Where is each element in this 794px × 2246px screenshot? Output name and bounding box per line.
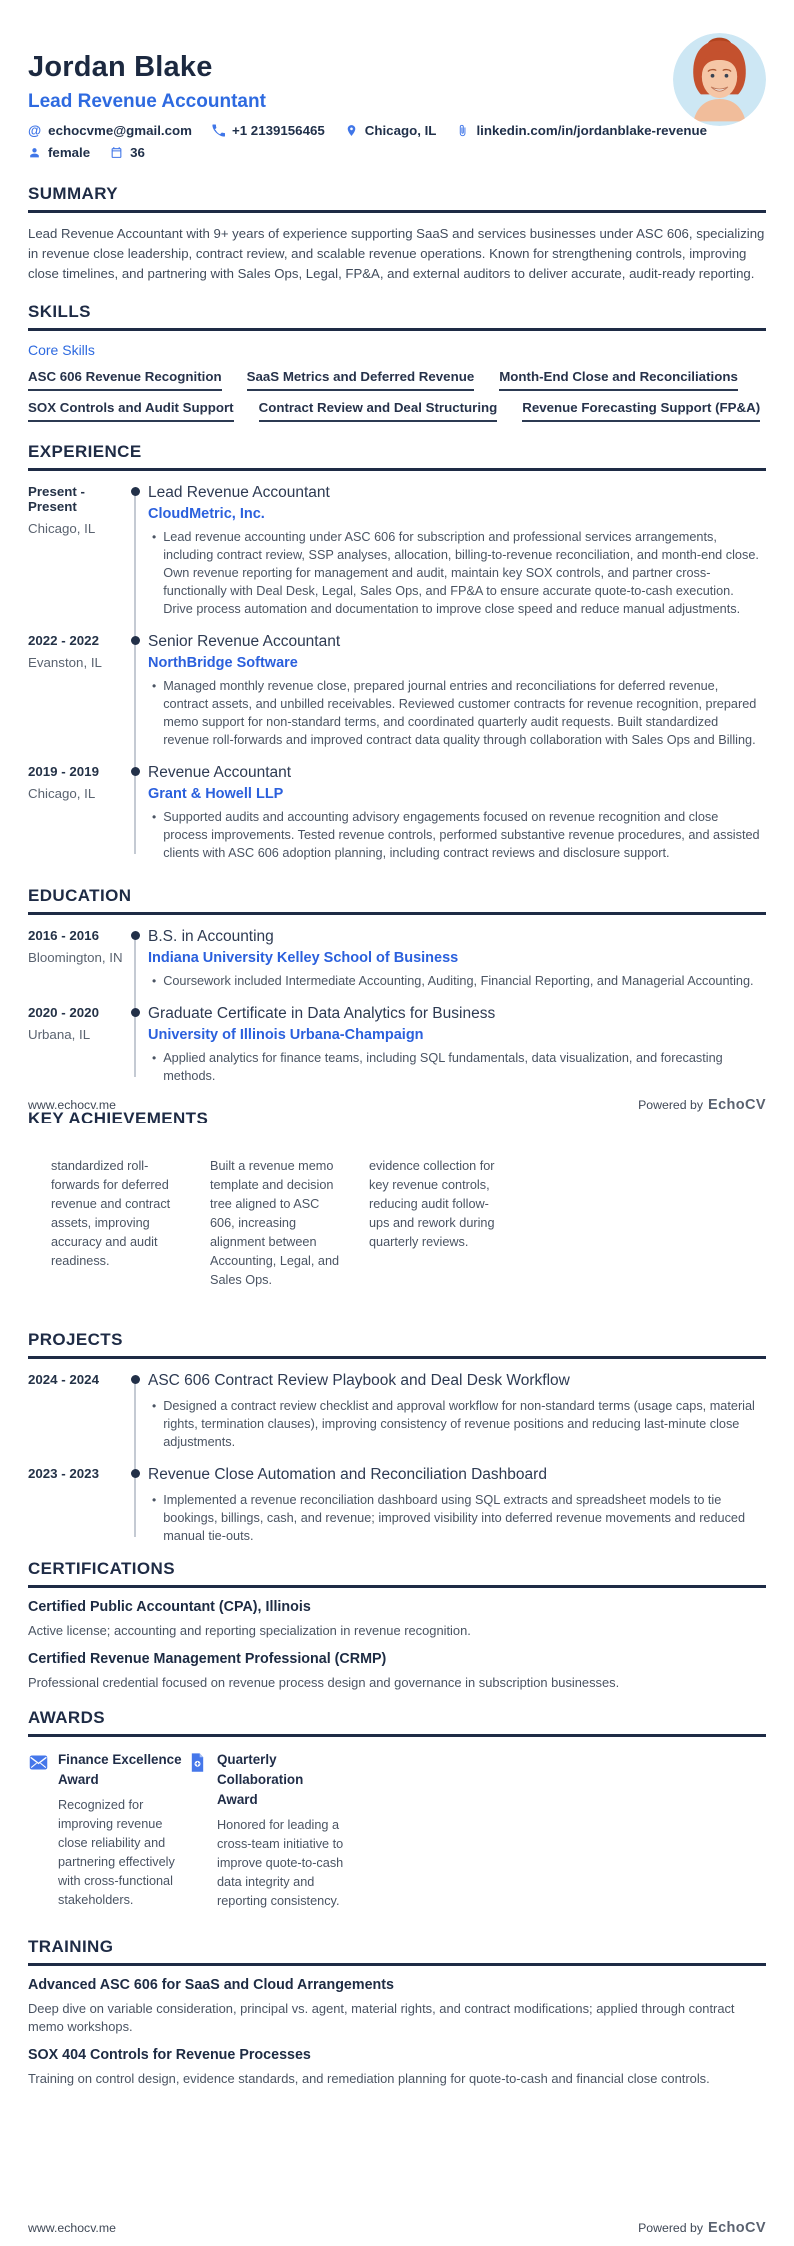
timeline-dot [131,931,140,940]
company-name: CloudMetric, Inc. [148,506,265,522]
contact-row-1 [28,123,766,138]
entry-location: Chicago, IL [28,521,96,536]
person-icon [28,146,41,159]
entry-dates: 2024 - 2024 [28,1372,99,1387]
avatar-illustration [673,33,766,126]
phone-value[interactable]: +1 2139156465 [231,123,325,138]
document-icon [187,1750,209,1911]
training-desc: Deep dive on variable consideration, principal vs. agent, material rights, and contract modifications; applied through contract memo workshops. [28,2001,735,2034]
training-title: Advanced ASC 606 for SaaS and Cloud Arrangements [28,1977,394,1993]
project-bullet: • Implemented a revenue reconciliation dashboard using SQL extracts and spreadsheet models to tie bookings, billings, cash, and revenue; improved visibility into deferred revenue movements and reduced manual tie-outs. [152,1493,746,1543]
achievements-heading: KEY ACHIEVEMENTS [28,1109,766,1123]
summary-heading: SUMMARY [28,184,766,213]
degree-title: Graduate Certificate in Data Analytics for Business [148,1005,496,1022]
contact-phone [212,123,325,138]
school-name: University of Illinois Urbana-Champaign [148,1027,424,1043]
section-experience [28,442,766,862]
candidate-title: Lead Revenue Accountant [28,91,266,112]
education-timeline [28,926,766,1085]
skill-list [28,369,766,422]
footer-powered: Powered by EchoCV [638,2220,766,2236]
footer-brand: EchoCV [708,2220,766,2236]
contact-gender [28,145,90,160]
entry-location: Bloomington, IN [28,950,123,965]
award-desc: Honored for leading a cross-team initiative to improve quote-to-cash data integrity and reporting consistency. [217,1818,344,1908]
calendar-icon [110,146,123,159]
entry-location: Chicago, IL [28,786,96,801]
education-heading: EDUCATION [28,886,766,915]
job-title: Lead Revenue Accountant [148,484,330,501]
award-item [28,1750,187,1911]
training-title: SOX 404 Controls for Revenue Processes [28,2047,311,2063]
achievement-desc-continued: evidence collection for key revenue controls, reducing audit follow-ups and rework during quarterly reviews. [369,1159,495,1249]
job-title: Senior Revenue Accountant [148,633,341,650]
training-desc: Training on control design, evidence standards, and remediation planning for quote-to-cash and financial close controls. [28,2071,710,2086]
company-name: Grant & Howell LLP [148,786,284,802]
section-summary [28,184,766,284]
skill-item: SOX Controls and Audit Support [28,400,234,422]
entry-dates: Present - Present [28,484,85,514]
timeline-dot [131,636,140,645]
entry-dates: 2019 - 2019 [28,764,99,779]
skill-item: Contract Review and Deal Structuring [259,400,498,422]
project-title: ASC 606 Contract Review Playbook and Deal Desk Workflow [148,1372,570,1389]
phone-icon [212,124,225,137]
projects-timeline [28,1370,766,1545]
certification-desc: Active license; accounting and reporting specialization in revenue recognition. [28,1623,471,1638]
certification-desc: Professional credential focused on revenue process design and governance in subscription businesses. [28,1675,620,1690]
link-icon [456,124,469,137]
skills-heading: SKILLS [28,302,766,331]
achievements-continuation [28,1157,766,1290]
certification-title: Certified Public Accountant (CPA), Illinois [28,1599,311,1615]
experience-heading: EXPERIENCE [28,442,766,471]
award-title: Quarterly Collaboration Award [217,1752,304,1807]
contact-age [110,145,145,160]
entry-location: Urbana, IL [28,1027,91,1042]
resume-page-2 [0,1123,794,2246]
footer-site-link[interactable]: www.echocv.me [28,2221,116,2235]
achievement-desc-continued: standardized roll-forwards for deferred revenue and contract assets, improving accuracy and audit readiness. [51,1159,171,1268]
timeline-dot [131,767,140,776]
section-training [28,1937,766,2088]
certification-item [28,1598,766,1640]
job-bullet: • Supported audits and accounting advisory engagements focused on revenue recognition and close process improvements. Tested revenue controls, performed substantive revenue procedures, and assisted clients with ASC 606 adoption planning, including contract reviews and disclosure support. [152,810,760,860]
experience-timeline [28,482,766,862]
footer-powered: Powered by EchoCV [638,1097,766,1113]
education-entry [28,926,766,990]
entry-location: Evanston, IL [28,655,102,670]
page-footer [28,1097,766,1113]
award-item [187,1750,346,1911]
profile-photo [673,33,766,126]
contact-row-2 [28,145,766,160]
skill-item: Revenue Forecasting Support (FP&A) [522,400,760,422]
entry-dates: 2016 - 2016 [28,928,99,943]
job-bullet: • Lead revenue accounting under ASC 606 for subscription and professional services arrangements, including contract review, SSP analyses, allocation, billing-to-revenue reconciliation, and month-end close. Own revenue reporting for management and audit, maintain key SOX controls, and partner cross-functionally with Deal Desk, Legal, Sales Ops, and FP&A to ensure accurate quote-to-cash execution. Drive process automation and documentation to improve close speed and reduce manual adjustments. [152,530,759,616]
timeline-dot [131,1008,140,1017]
page-footer [28,2220,766,2236]
certification-title: Certified Revenue Management Professional (CRMP) [28,1651,387,1667]
project-entry [28,1464,766,1545]
project-title: Revenue Close Automation and Reconciliation Dashboard [148,1466,547,1483]
job-title: Revenue Accountant [148,764,292,781]
skills-group-label: Core Skills [28,342,95,358]
contact-location [345,123,437,138]
location-value: Chicago, IL [364,123,437,138]
section-awards [28,1708,766,1911]
contact-email [28,123,192,138]
email-link[interactable]: echocvme@gmail.com [48,123,192,138]
job-bullet: • Managed monthly revenue close, prepared journal entries and reconciliations for deferred revenue, contract assets, and unbilled receivables. Reviewed customer contracts for revenue recognition, prepared memo support for non-standard terms, and coordinated quarterly audit requests. Built standardized revenue roll-forwards and improved contract data quality through collaboration with Sales Ops and Billing. [152,679,757,747]
envelope-icon [28,1750,50,1911]
candidate-name: Jordan Blake [28,51,213,83]
achievement-desc-continued: Built a revenue memo template and decision tree aligned to ASC 606, increasing alignment between Accounting, Legal, and Sales Ops. [210,1159,340,1287]
section-skills [28,302,766,422]
footer-site-link[interactable]: www.echocv.me [28,1098,116,1112]
entry-dates: 2020 - 2020 [28,1005,99,1020]
skill-item: SaaS Metrics and Deferred Revenue [247,369,475,391]
project-bullet: • Designed a contract review checklist and approval workflow for non-standard terms (usage caps, material rights, termination clauses), improving consistency of revenue positions and reducing last-minute close adjustments. [152,1399,755,1449]
company-name: NorthBridge Software [148,655,298,671]
education-bullet: • Applied analytics for finance teams, including SQL fundamentals, data visualization, and forecasting methods. [152,1051,723,1083]
linkedin-link[interactable]: linkedin.com/in/jordanblake-revenue [476,123,707,138]
timeline-dot [131,487,140,496]
experience-entry [28,482,766,618]
skill-item: Month-End Close and Reconciliations [499,369,738,391]
award-title: Finance Excellence Award [58,1752,182,1787]
project-entry [28,1370,766,1451]
certifications-heading: CERTIFICATIONS [28,1559,766,1588]
resume-header [28,50,766,160]
experience-entry [28,762,766,862]
contact-linkedin [456,123,707,138]
education-bullet: • Coursework included Intermediate Accounting, Auditing, Financial Reporting, and Managerial Accounting. [152,974,754,988]
education-entry [28,1003,766,1085]
timeline-dot [131,1469,140,1478]
section-education [28,886,766,1085]
entry-dates: 2023 - 2023 [28,1466,99,1481]
awards-grid [28,1750,766,1911]
training-item [28,1976,766,2036]
at-icon: @ [28,123,42,138]
entry-dates: 2022 - 2022 [28,633,99,648]
section-projects [28,1330,766,1545]
section-certifications [28,1559,766,1692]
award-desc: Recognized for improving revenue close reliability and partnering effectively with cross-functional stakeholders. [58,1798,175,1907]
awards-heading: AWARDS [28,1708,766,1737]
degree-title: B.S. in Accounting [148,928,274,945]
projects-heading: PROJECTS [28,1330,766,1359]
skill-item: ASC 606 Revenue Recognition [28,369,222,391]
location-pin-icon [345,124,358,137]
experience-entry [28,631,766,749]
summary-text: Lead Revenue Accountant with 9+ years of experience supporting SaaS and services businesses under ASC 606, specializing in revenue close leadership, contract review, and scalable revenue operations. Known for strengthening controls, improving close timelines, and partnering with Sales Ops, Legal, FP&A, and external auditors to deliver accurate, audit-ready reporting. [28,226,765,281]
certification-item [28,1650,766,1692]
school-name: Indiana University Kelley School of Business [148,950,459,966]
training-heading: TRAINING [28,1937,766,1966]
training-item [28,2046,766,2088]
footer-brand: EchoCV [708,1097,766,1113]
timeline-dot [131,1375,140,1384]
age-value: 36 [130,145,145,160]
gender-value: female [48,145,91,160]
